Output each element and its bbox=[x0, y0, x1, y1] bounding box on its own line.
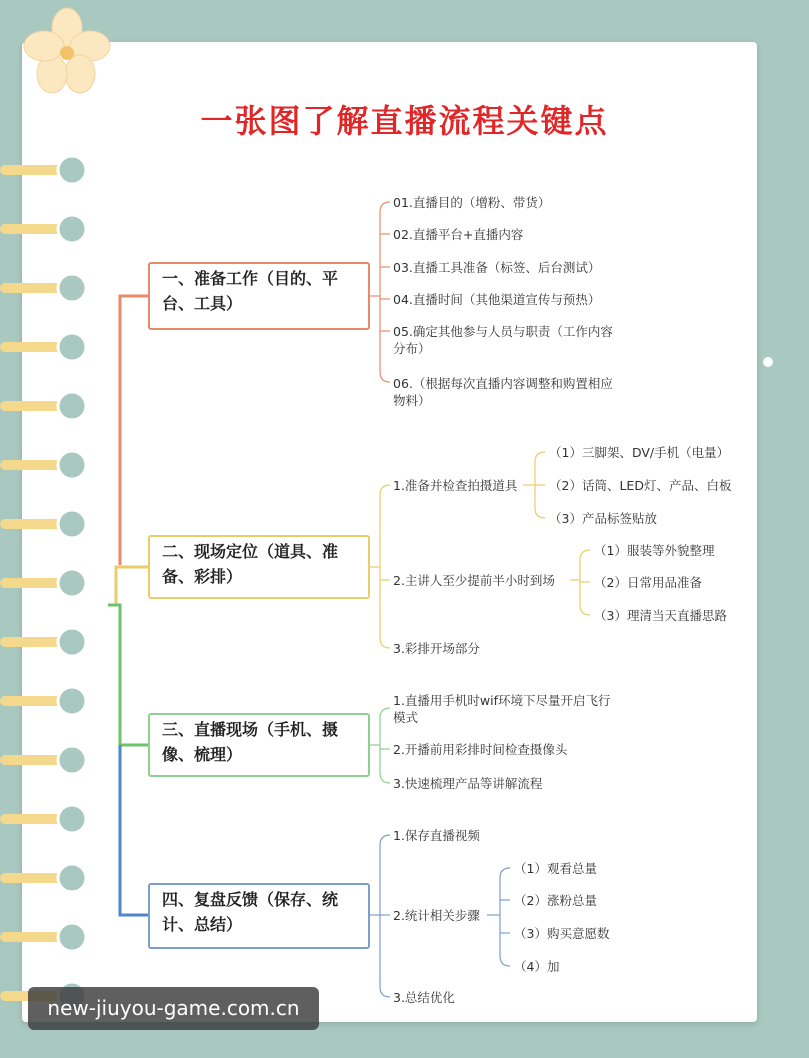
section-4-box: 四、复盘反馈（保存、统计、总结） bbox=[148, 883, 370, 949]
section-3-box: 三、直播现场（手机、摄像、梳理） bbox=[148, 713, 370, 777]
s4-item-1: 1.保存直播视频 bbox=[393, 828, 480, 843]
s4-item-3: 3.总结优化 bbox=[393, 990, 455, 1005]
section-1-box: 一、准备工作（目的、平台、工具） bbox=[148, 262, 370, 330]
s3-item-3: 3.快速梳理产品等讲解流程 bbox=[393, 776, 543, 791]
s2-item-2: 2.主讲人至少提前半小时到场 bbox=[393, 573, 555, 588]
s2-sub1-item-3: （3）产品标签贴放 bbox=[549, 511, 657, 526]
s2-sub2-item-3: （3）理清当天直播思路 bbox=[594, 608, 727, 623]
watermark-label: new-jiuyou-game.com.cn bbox=[28, 987, 319, 1030]
s1-item-2: 02.直播平台+直播内容 bbox=[393, 227, 524, 242]
s2-sub2-item-2: （2）日常用品准备 bbox=[594, 575, 702, 590]
s2-item-3: 3.彩排开场部分 bbox=[393, 641, 480, 656]
s2-sub1-item-1: （1）三脚架、DV/手机（电量） bbox=[549, 445, 730, 460]
s4-sub-item-1: （1）观看总量 bbox=[514, 861, 597, 876]
s2-sub1-item-2: （2）话筒、LED灯、产品、白板 bbox=[549, 478, 732, 493]
s4-item-2: 2.统计相关步骤 bbox=[393, 908, 480, 923]
s1-item-3: 03.直播工具准备（标签、后台测试） bbox=[393, 260, 601, 275]
s1-item-4: 04.直播时间（其他渠道宣传与预热） bbox=[393, 292, 601, 307]
s4-sub-item-3: （3）购买意愿数 bbox=[514, 926, 610, 941]
s4-sub-item-4: （4）加 bbox=[514, 959, 560, 974]
s1-item-1: 01.直播目的（增粉、带货） bbox=[393, 195, 551, 210]
diagram-title: 一张图了解直播流程关键点 bbox=[200, 102, 609, 140]
s1-item-6: 06.（根据每次直播内容调整和购置相应物料） bbox=[393, 376, 613, 408]
s3-item-1: 1.直播用手机时wif环境下尽量开启飞行模式 bbox=[393, 693, 611, 725]
s2-item-1: 1.准备并检查拍摄道具 bbox=[393, 478, 518, 493]
s2-sub2-item-1: （1）服装等外貌整理 bbox=[594, 543, 715, 558]
s1-item-5: 05.确定其他参与人员与职责（工作内容分布） bbox=[393, 324, 613, 356]
s3-item-2: 2.开播前用彩排时间检查摄像头 bbox=[393, 742, 568, 757]
s4-sub-item-2: （2）涨粉总量 bbox=[514, 893, 597, 908]
section-2-box: 二、现场定位（道具、准备、彩排） bbox=[148, 535, 370, 599]
